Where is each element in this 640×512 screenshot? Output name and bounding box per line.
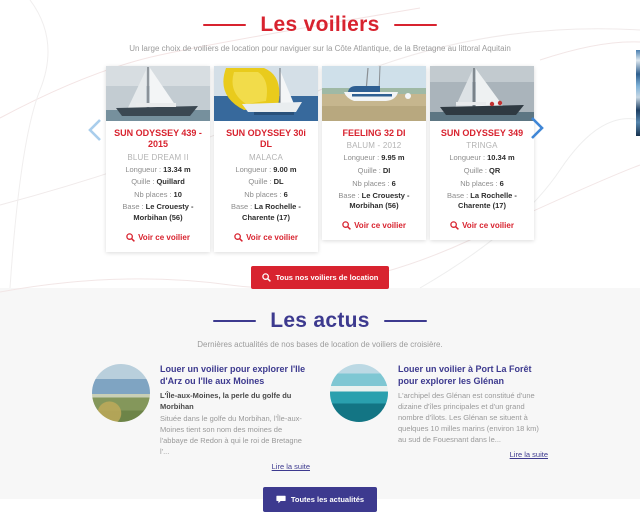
voiliers-subtitle: Un large choix de voiliers de location pour naviguer sur la Côte Atlantique, de la Bretagne au littoral Aquitain [129,44,511,53]
lire-la-suite-link[interactable]: Lire la suite [509,449,548,459]
spec-label: Longueur [343,153,376,163]
actus-subtitle: Dernières actualités de nos bases de location de voiliers de croisière. [197,340,443,349]
spec-colon: : [279,189,282,199]
voir-ce-voilier-label: Voir ce voilier [138,232,190,242]
voir-ce-voilier-link[interactable] [214,233,318,242]
search-icon [450,221,459,230]
spec-value: 10.34 m [487,153,515,163]
divider-left [203,24,246,26]
spec-value: 6 [499,178,504,188]
all-boats-label: Tous nos voiliers de location [275,272,379,282]
actus-section [0,288,640,504]
boat-name: BALUM - 2012 [346,141,402,151]
sailboat-photo-illustration [430,66,534,121]
speech-bubble-icon [276,495,286,504]
spec-colon: : [378,165,381,175]
voiliers-header [0,0,640,37]
spec-colon: : [269,164,272,174]
spec-value: Quillard [156,177,185,187]
spec-label: Base [231,202,249,212]
carousel-next-button[interactable] [527,114,547,142]
news-article [330,364,548,471]
spec-label: Nb places [352,178,386,188]
spec-row [214,202,318,222]
voiliers-title: Les voiliers [260,13,380,36]
spec-row [430,153,534,163]
boat-photo[interactable] [106,66,210,121]
spec-colon: : [377,153,380,163]
spec-label: Base [122,202,140,212]
spec-row [322,153,426,163]
boat-card [106,66,210,252]
spec-row [322,191,426,211]
spec-colon: : [495,178,498,188]
spec-colon: : [483,153,486,163]
all-news-label: Toutes les actualités [290,494,365,504]
spec-row [106,190,210,200]
spec-label: Quille [463,165,483,175]
spec-row [106,165,210,175]
spec-value: La Rochelle - Charente (17) [458,191,517,211]
divider-right [384,320,427,322]
boat-card [214,66,318,252]
boat-name: BLUE DREAM II [127,152,189,162]
search-icon [126,233,135,242]
divider-left [213,320,256,322]
boat-cards [0,66,640,252]
boat-specs [214,165,318,223]
spec-colon: : [466,191,469,201]
boat-model: SUN ODYSSEY 30i DL [226,128,306,150]
article-text [160,364,310,471]
boat-carousel [0,66,640,252]
voir-ce-voilier-link[interactable] [430,221,534,230]
articles-list [0,364,640,471]
article-body: L'archipel des Glénan est constitué d'une dizaine d'îles principales et d'un grand nombre d'îlots. Les Glénan se situent à quelques 10 milles marins (environ 18 km) au sud de Fouesnant dans le... [398,391,539,444]
spec-value: Le Crouesty - Morbihan (56) [349,191,410,211]
spec-label: Quille [248,177,268,187]
spec-label: Longueur [235,164,268,174]
partial-next-slide [636,50,640,136]
spec-row [214,165,318,175]
article-lead: L'Île-aux-Moines, la perle du golfe du Morbihan [160,391,292,411]
boat-card [322,66,426,240]
boat-card [430,66,534,240]
voir-ce-voilier-label: Voir ce voilier [462,221,514,231]
spec-colon: : [141,202,144,212]
voir-ce-voilier-label: Voir ce voilier [246,232,298,242]
spec-label: Longueur [125,164,158,174]
boat-photo[interactable] [214,66,318,121]
spec-row [106,177,210,187]
search-icon [234,233,243,242]
spec-colon: : [152,177,155,187]
sailboat-photo-illustration [322,66,426,121]
chevron-right-icon [529,116,545,140]
actus-title: Les actus [270,309,370,332]
sailboat-photo-illustration [214,66,318,121]
article-text [398,364,548,471]
spec-value: DI [382,165,391,175]
all-news-button[interactable] [263,487,377,512]
voir-ce-voilier-link[interactable] [322,221,426,230]
voir-ce-voilier-label: Voir ce voilier [354,221,406,231]
news-article [92,364,310,471]
spec-value: 13.34 m [163,164,191,174]
all-boats-button[interactable] [251,266,390,289]
article-title[interactable]: Louer un voilier à Port La Forêt pour explorer les Glénan [398,364,532,386]
search-icon [262,273,271,282]
sailboat-photo-illustration [106,66,210,121]
boat-specs [430,153,534,211]
spec-row [322,179,426,189]
spec-colon: : [159,164,162,174]
spec-value: 9.95 m [381,153,405,163]
lire-la-suite-link[interactable]: Lire la suite [271,461,310,471]
spec-label: Quille [357,165,377,175]
spec-label: Base [447,191,465,201]
chevron-left-icon [87,118,103,142]
boat-name: MALACA [248,152,284,162]
boat-specs [322,153,426,211]
boat-specs [106,165,210,223]
spec-value: 9.00 m [273,164,297,174]
spec-label: Longueur [449,153,482,163]
article-body: Située dans le golfe du Morbihan, l'Île-aux-Moines tient son nom des moines de l'abbaye de Redon à qui le roi de Bretagne l'... [160,414,302,456]
carousel-prev-button[interactable] [85,116,105,144]
boat-photo[interactable] [322,66,426,121]
spec-row [322,166,426,176]
search-icon [342,221,351,230]
spec-colon: : [250,202,253,212]
boat-name: TRINGA [466,141,498,151]
boat-model: SUN ODYSSEY 439 - 2015 [114,128,202,150]
boat-model: FEELING 32 DI [342,128,406,138]
spec-row [430,179,534,189]
spec-value: 6 [283,189,288,199]
spec-label: Nb places [134,189,168,199]
divider-right [394,24,437,26]
spec-label: Nb places [244,189,278,199]
spec-label: Quille [131,177,151,187]
spec-value: DL [273,177,284,187]
spec-value: La Rochelle - Charente (17) [242,202,301,222]
spec-colon: : [484,165,488,175]
spec-colon: : [357,191,360,201]
spec-row [430,166,534,176]
spec-row [106,202,210,222]
spec-colon: : [269,177,272,187]
spec-value: Le Crouesty - Morbihan (56) [133,202,194,222]
spec-label: Base [338,191,356,201]
article-title[interactable]: Louer un voilier pour explorer l'Ile d'Arz ou l'Ile aux Moines [160,364,306,386]
article-photo[interactable] [330,364,388,422]
boat-model: SUN ODYSSEY 349 [440,128,524,138]
voir-ce-voilier-link[interactable] [106,233,210,242]
spec-colon: : [387,178,390,188]
actus-header [0,288,640,333]
spec-value: 10 [173,189,182,199]
spec-colon: : [169,189,172,199]
spec-row [214,190,318,200]
spec-value: 6 [391,178,396,188]
boat-photo[interactable] [430,66,534,121]
spec-label: Nb places [460,178,494,188]
spec-row [430,191,534,211]
article-photo[interactable] [92,364,150,422]
spec-value: QR [489,165,501,175]
spec-row [214,177,318,187]
